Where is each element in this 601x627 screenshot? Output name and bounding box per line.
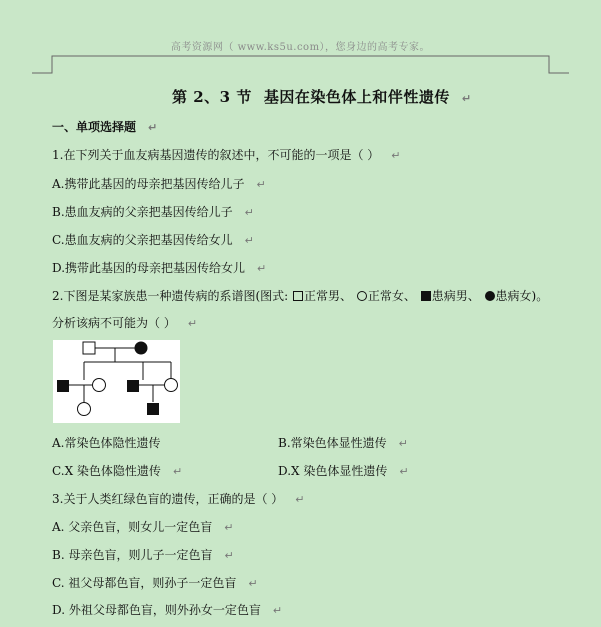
paragraph-mark: ↵ <box>172 465 183 478</box>
normal-female-circle-icon <box>165 379 178 392</box>
affected-female-circle-icon <box>135 342 148 355</box>
q1-option-d <box>52 259 266 276</box>
paragraph-mark: ↵ <box>224 521 234 534</box>
q3-option-d-text: D. 外祖父母都色盲，则外孙女一定色盲 <box>52 603 261 617</box>
q2-option-c-text: C.X 染色体隐性遗传 <box>52 464 161 478</box>
q2-option-d-text: D.X 染色体显性遗传 <box>278 464 388 478</box>
q1-option-c-text: C.患血友病的父亲把基因传给女儿 <box>52 233 233 247</box>
q2-stem-line2-text: 分析该病不可能为（ ） <box>52 316 176 330</box>
q3-option-d <box>52 601 282 618</box>
q2-stem-text: 2.下图是某家族患一种遗传病的系谱图(图式: <box>52 289 289 303</box>
q3-option-c-text: C. 祖父母都色盲，则孙子一定色盲 <box>52 576 237 590</box>
header-source-text: 高考资源网（ www.ks5u.com），您身边的高考专家。 <box>170 42 431 53</box>
pedigree-diagram <box>53 340 180 423</box>
paragraph-mark: ↵ <box>244 206 254 219</box>
paragraph-mark: ↵ <box>295 493 305 506</box>
q3-stem-text: 3.关于人类红绿色盲的遗传，正确的是（ ） <box>52 492 284 506</box>
affected-male-square-icon <box>147 403 159 415</box>
q1-option-c <box>52 231 254 248</box>
affected-male-square-icon <box>57 380 69 392</box>
affected-female-circle-icon <box>485 291 495 301</box>
q3-stem <box>52 490 304 507</box>
paragraph-mark: ↵ <box>399 465 409 478</box>
paragraph-mark: ↵ <box>187 317 198 330</box>
normal-male-square-icon <box>293 291 303 301</box>
q1-option-b <box>52 203 254 220</box>
q1-stem <box>52 146 401 163</box>
q3-option-b-text: B. 母亲色盲，则儿子一定色盲 <box>52 548 213 562</box>
paragraph-mark: ↵ <box>272 604 283 617</box>
legend-normal-female: 正常女、 <box>367 289 416 303</box>
q1-stem-text: 1.在下列关于血友病基因遗传的叙述中，不可能的一项是（ ） <box>52 148 380 162</box>
q2-stem <box>52 287 548 304</box>
q3-option-b <box>52 546 234 563</box>
normal-female-circle-icon <box>78 403 91 416</box>
normal-female-circle-icon <box>357 291 367 301</box>
q1-option-d-text: D.携带此基因的母亲把基因传给女儿 <box>52 261 246 275</box>
q2-stem-line2 <box>52 314 197 331</box>
q2-option-a <box>52 434 160 451</box>
q1-option-b-text: B.患血友病的父亲把基因传给儿子 <box>52 205 233 219</box>
paragraph-mark: ↵ <box>398 437 408 450</box>
paragraph-mark: ↵ <box>461 92 472 105</box>
title-name: 基因在染色体上和伴性遗传 <box>263 88 450 106</box>
q2-option-a-text: A.常染色体隐性遗传 <box>52 436 161 450</box>
affected-male-square-icon <box>127 380 139 392</box>
section-heading-text: 一、单项选择题 <box>52 120 137 134</box>
page-title <box>172 86 472 107</box>
q3-option-a-text: A. 父亲色盲，则女儿一定色盲 <box>52 520 213 534</box>
paragraph-mark: ↵ <box>244 234 254 247</box>
affected-male-square-icon <box>421 291 431 301</box>
q2-option-b-text: B.常染色体显性遗传 <box>278 436 387 450</box>
paragraph-mark: ↵ <box>391 149 401 162</box>
section-heading <box>52 118 157 135</box>
title-section-no: 第 2、3 节 <box>172 88 252 106</box>
normal-female-circle-icon <box>93 379 106 392</box>
paragraph-mark: ↵ <box>148 121 158 134</box>
header-rule <box>0 0 601 80</box>
paragraph-mark: ↵ <box>224 549 234 562</box>
legend-affected-female: 患病女)。 <box>495 289 549 303</box>
q3-option-a <box>52 518 234 535</box>
q2-option-c <box>52 462 182 479</box>
legend-affected-male: 患病男、 <box>431 289 480 303</box>
q2-option-b <box>278 434 408 451</box>
normal-male-square-icon <box>83 342 95 354</box>
q3-option-c <box>52 574 258 591</box>
paragraph-mark: ↵ <box>248 577 258 590</box>
q1-option-a-text: A.携带此基因的母亲把基因传给儿子 <box>52 177 245 191</box>
q2-option-d <box>278 462 409 479</box>
paragraph-mark: ↵ <box>256 178 266 191</box>
q1-option-a <box>52 175 266 192</box>
legend-normal-male: 正常男、 <box>304 289 353 303</box>
paragraph-mark: ↵ <box>257 262 267 275</box>
